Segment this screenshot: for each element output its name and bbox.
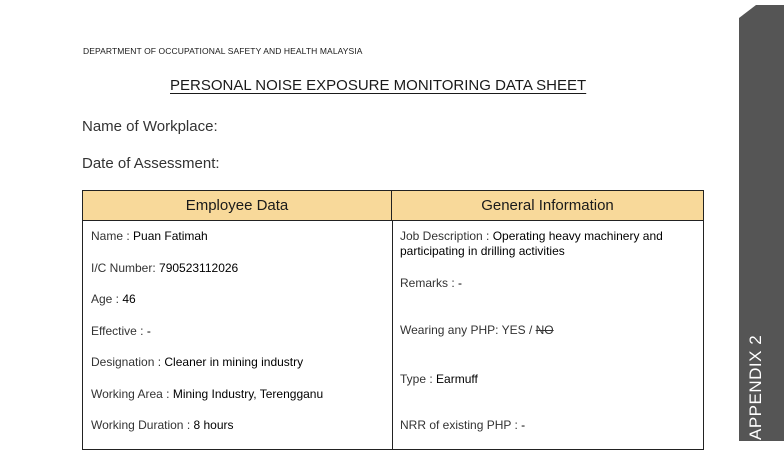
employee-data-header: Employee Data — [83, 191, 392, 221]
ic-number-value: 790523112026 — [159, 261, 239, 275]
nrr-label: NRR of existing PHP : — [400, 418, 522, 432]
remarks-value: - — [458, 276, 463, 290]
php-label: Wearing any PHP: — [400, 323, 502, 337]
working-duration-row — [91, 418, 234, 433]
type-label: Type : — [400, 372, 437, 386]
designation-row — [91, 355, 303, 370]
appendix-label: APPENDIX 2 — [746, 334, 765, 440]
job-description-row — [400, 229, 695, 259]
job-description-label: Job Description : — [400, 229, 493, 243]
effective-label: Effective : — [91, 324, 147, 338]
workplace-field-label: Name of Workplace: — [82, 118, 218, 135]
working-area-value: Mining Industry, Terengganu — [172, 387, 324, 401]
nrr-row — [400, 418, 525, 433]
department-name: DEPARTMENT OF OCCUPATIONAL SAFETY AND HEALTH MALAYSIA — [83, 46, 363, 56]
age-row — [91, 292, 136, 307]
employee-name-row — [91, 229, 208, 244]
designation-label: Designation : — [91, 355, 165, 369]
effective-value: - — [146, 324, 151, 338]
effective-row — [91, 324, 151, 339]
data-table — [82, 190, 704, 450]
general-information-header: General Information — [392, 191, 703, 221]
employee-name-label: Name : — [91, 229, 134, 243]
working-area-label: Working Area : — [91, 387, 173, 401]
type-row — [400, 372, 478, 387]
ic-number-label: I/C Number: — [91, 261, 160, 275]
employee-name-value: Puan Fatimah — [133, 229, 208, 243]
column-divider — [392, 221, 393, 449]
type-value: Earmuff — [436, 372, 478, 386]
ic-number-row — [91, 261, 238, 276]
remarks-label: Remarks : — [400, 276, 459, 290]
working-area-row — [91, 387, 323, 402]
working-duration-value: 8 hours — [193, 418, 234, 432]
php-no-option: NO — [535, 323, 554, 337]
remarks-row — [400, 276, 462, 291]
nrr-value: - — [521, 418, 526, 432]
job-description-value: Operating heavy machinery and participating in drilling activities — [400, 229, 663, 258]
working-duration-label: Working Duration : — [91, 418, 194, 432]
php-separator: / — [525, 323, 536, 337]
age-label: Age : — [91, 292, 123, 306]
designation-value: Cleaner in mining industry — [164, 355, 304, 369]
php-row — [400, 323, 554, 338]
age-value: 46 — [122, 292, 136, 306]
document-title: PERSONAL NOISE EXPOSURE MONITORING DATA SHEET — [170, 77, 587, 94]
php-yes-option: YES — [501, 323, 526, 337]
assessment-date-field-label: Date of Assessment: — [82, 155, 220, 172]
